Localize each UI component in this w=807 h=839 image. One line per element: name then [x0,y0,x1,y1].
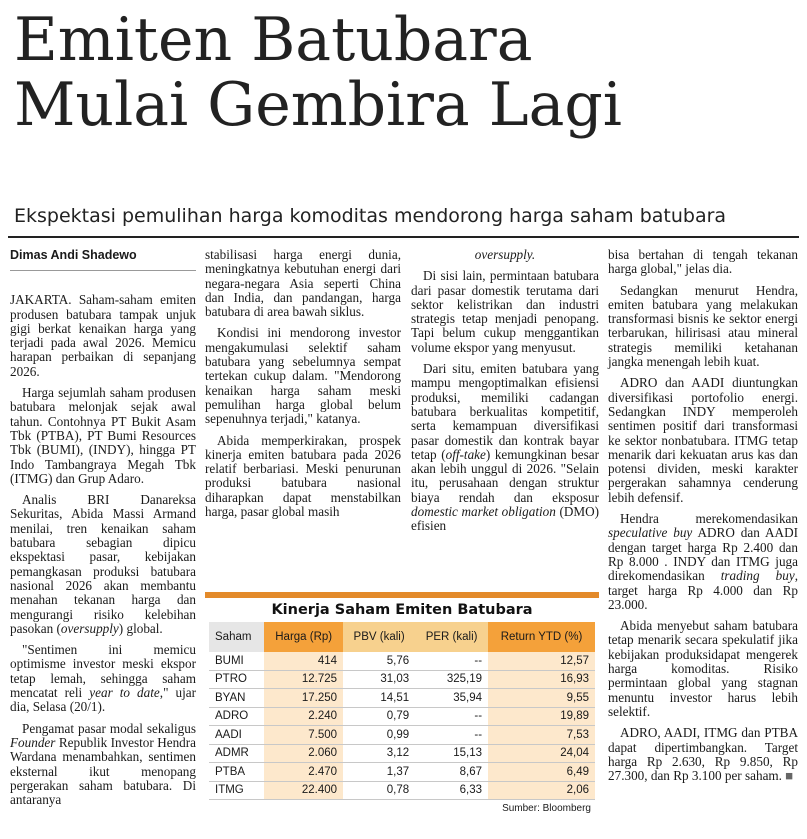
table-cell: -- [415,652,488,670]
paragraph: bisa bertahan di tengah tekanan harga global," jelas dia. [608,247,798,277]
paragraph: "Sentimen ini memicu optimisme investor meski ekspor tetap lemah, sehingga saham mencatat reli year to date," ujar dia, Selasa (20/1). [10,642,196,715]
table-cell: -- [415,726,488,745]
table-cell: 0,78 [343,781,415,800]
table-cell: BYAN [209,689,264,708]
table-cell: 19,89 [488,707,595,726]
table-cell: 2.240 [264,707,343,726]
paragraph: Pengamat pasar modal sekaligus Founder Republik Investor Hendra Wardana menambahkan, sentimen eksternal ikut menopang pergerakan saham batubara. Di antaranya [10,720,196,808]
table-cell: 414 [264,652,343,670]
table-row [209,726,595,745]
table-cell: 24,04 [488,744,595,763]
table-cell: 7.500 [264,726,343,745]
headline [14,5,804,140]
paragraph: ADRO dan AADI diuntungkan diversifikasi portofolio energi. Sedangkan INDY memperoleh sentimen positif dari transformasi ke sektor nonbatubara. ITMG tetap menarik dari kekuatan arus kas dan potensi dividen, meski karakter pergerakan sahamnya cenderung lebih defensif. [608,375,798,505]
paragraph: Analis BRI Danareksa Sekuritas, Abida Massi Armand menilai, tren kenaikan saham batubara sebagian dipicu ekspektasi pasar, kebijakan pemangkasan produksi batubara nasional 2026 akan membantu menahan tekanan harga dan mengurangi risiko kelebihan pasokan (oversupply) global. [10,492,196,636]
table-cell: 12.725 [264,670,343,689]
table-header-row [209,622,595,652]
header-per: PER (kali) [415,622,488,652]
paragraph: Kondisi ini mendorong investor mengakumulasi selektif saham batubara yang sebelumnya sempat tertekan cukup dalam. "Mendorong kenaikan harga saham meski pemulihan harga global belum sepenuhnya terjadi," katanya. [205,325,401,427]
table-cell: 325,19 [415,670,488,689]
end-mark: ■ [785,768,794,784]
data-table [209,622,595,800]
table-source: Sumber: Bloomberg [502,803,591,814]
table-cell: 0,79 [343,707,415,726]
header-harga: Harga (Rp) [264,622,343,652]
table-cell: 9,55 [488,689,595,708]
table-cell: 35,94 [415,689,488,708]
column-4 [608,248,798,790]
header-pbv: PBV (kali) [343,622,415,652]
stock-performance-table [205,592,599,832]
headline-line-1: Emiten Batubara [14,5,533,75]
paragraph: Di sisi lain, permintaan batubara dari pasar domestik terutama dari sektor kelistrikan dan industri strategis tetap menjadi penopang. Tapi belum cukup menggantikan volume ekspor yang menyusut. [411,268,599,355]
table-cell: 8,67 [415,763,488,782]
table-cell: 31,03 [343,670,415,689]
table-row [209,763,595,782]
paragraph: stabilisasi harga energi dunia, meningkatnya kebutuhan energi dari negara-negara Asia seperti China dan India, dan pandangan, harga batubara di area bawah siklus. [205,247,401,320]
table-cell: AADI [209,726,264,745]
paragraph: Hendra merekomendasikan speculative buy ADRO dan AADI dengan target harga Rp 2.400 dan Rp 8.000 . INDY dan ITMG juga direkomendasikan trading buy, target harga Rp 4.000 dan Rp 23.000. [608,511,798,612]
table-cell: 22.400 [264,781,343,800]
table-cell: PTRO [209,670,264,689]
table-cell: 7,53 [488,726,595,745]
byline: Dimas Andi Shadewo [10,248,196,271]
paragraph: Sedangkan menurut Hendra, emiten batubara yang melakukan transformasi bisnis ke sektor energi terbarukan, hilirisasi atau mineral strategis memiliki ketahanan jangka menengah lebih kuat. [608,282,798,370]
table-row [209,652,595,670]
table-row [209,781,595,800]
table-row [209,689,595,708]
paragraph: JAKARTA. Saham-saham emiten produsen batubara tampak unjuk gigi berkat kenaikan harga yang terjadi pada awal 2026. Memicu harapan perbaikan di sepanjang 2026. [10,292,196,379]
table-cell: 16,93 [488,670,595,689]
paragraph: Harga sejumlah saham produsen batubara melonjak sejak awal tahun. Contohnya PT Bukit Asam Tbk (PTBA), PT Bumi Resources Tbk (BUMI), (INDY), hingga PT Indo Tambangraya Megah Tbk (ITMG) dan Grup Adaro. [10,385,196,486]
paragraph: ADRO, AADI, ITMG dan PTBA dapat dipertimbangkan. Target harga Rp 2.630, Rp 9.850, Rp 27.300, dan Rp 3.100 per saham. ■ [608,725,798,784]
table-title: Kinerja Saham Emiten Batubara [271,602,533,618]
table-cell: ITMG [209,781,264,800]
table-cell: 2.470 [264,763,343,782]
paragraph: Dari situ, emiten batubara yang mampu mengoptimalkan efisiensi produksi, memiliki cadangan batubara berkualitas kompetitif, serta kemampuan diversifikasi pasar domestik dan kontrak bayar tetap (off-take) kemungkinan besar akan lebih unggul di 2026. "Selain itu, perusahaan dengan struktur biaya rendah dan eksposur domestic market obligation (DMO) efisien [411,361,600,534]
table-cell: ADRO [209,707,264,726]
subtitle: Ekspektasi pemulihan harga komoditas mendorong harga saham batubara [14,205,727,227]
table-row [209,707,595,726]
column-2 [205,248,401,526]
table-cell: ADMR [209,744,264,763]
table-cell: 3,12 [343,744,415,763]
table-cell: 12,57 [488,652,595,670]
table-cell: 17.250 [264,689,343,708]
header-return-ytd: Return YTD (%) [488,622,595,652]
table-cell: PTBA [209,763,264,782]
table-cell: 14,51 [343,689,415,708]
headline-line-2: Mulai Gembira Lagi [14,69,622,140]
table-cell: 2,06 [488,781,595,800]
column-3 [411,248,599,541]
table-cell: 2.060 [264,744,343,763]
paragraph: Abida memperkirakan, prospek kinerja emiten batubara pada 2026 relatif berbariasi. Meski penurunan produksi batubara nasional diharapkan dapat menstabilkan harga, pasar global masih [205,432,401,520]
table-cell: 0,99 [343,726,415,745]
header-saham: Saham [209,622,264,652]
table-cell: 6,49 [488,763,595,782]
table-cell: 6,33 [415,781,488,800]
table-body [209,652,595,800]
table-cell: 1,37 [343,763,415,782]
table-top-bar [205,592,599,598]
table-row [209,670,595,689]
table-cell: 5,76 [343,652,415,670]
table-cell: BUMI [209,652,264,670]
paragraph: oversupply. [474,247,536,262]
paragraph: Abida menyebut saham batubara tetap menarik secara spekulatif jika kebijakan produksidapat mengerek harga komoditas. Risiko permintaan global yang stagnan menuntu investor harus lebih selektif. [608,618,798,719]
table-row [209,744,595,763]
column-1 [10,248,196,814]
table-cell: 15,13 [415,744,488,763]
divider [8,236,799,238]
table-cell: -- [415,707,488,726]
